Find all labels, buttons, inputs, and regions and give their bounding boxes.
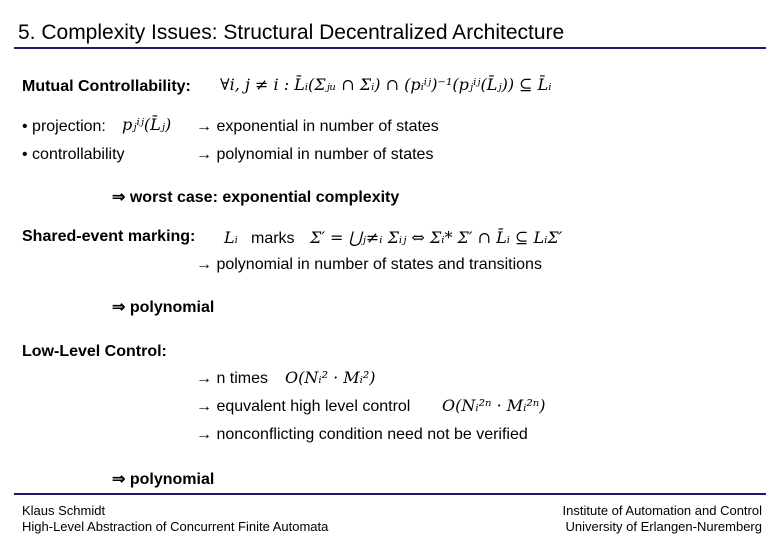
mutual-controllability-formula: ∀i, j ≠ i : L̄ᵢ(Σⱼᵤ ∩ Σᵢ) ∩ (pᵢⁱʲ)⁻¹(pⱼⁱʲ(L̄ⱼ)) ⊆ L̄ᵢ (220, 75, 552, 94)
polynomial-conclusion-1: ⇒ polynomial (112, 299, 215, 316)
controllability-complexity: → polynomial in number of states (196, 146, 434, 163)
polynomial-conclusion-2: ⇒ polynomial (112, 471, 215, 488)
shared-event-complexity: → polynomial in number of states and transitions (196, 256, 542, 273)
footer-author: Klaus Schmidt (22, 503, 106, 518)
footer-left (22, 503, 328, 535)
low-level-line-2: → equvalent high level control (196, 398, 411, 415)
footer-rule (14, 493, 766, 495)
shared-event-marks: marks (251, 230, 295, 247)
shared-event-marking-label: Shared-event marking: (22, 228, 196, 245)
footer-institute: Institute of Automation and Control (562, 503, 762, 518)
title-rule (14, 47, 766, 49)
projection-complexity: → exponential in number of states (196, 118, 439, 135)
low-level-formula-2: O(Nᵢ²ⁿ · Mᵢ²ⁿ) (442, 396, 546, 415)
mutual-controllability-label: Mutual Controllability: (22, 78, 191, 95)
shared-event-li: Lᵢ (224, 228, 238, 247)
slide-title: 5. Complexity Issues: Structural Decentralized Architecture (18, 21, 565, 44)
controllability-label: • controllability (22, 146, 125, 163)
footer-right (563, 503, 762, 535)
worst-case-conclusion: ⇒ worst case: exponential complexity (112, 189, 400, 206)
footer-university: University of Erlangen-Nuremberg (565, 519, 762, 534)
projection-formula: pⱼⁱʲ(L̄ⱼ) (122, 115, 172, 134)
footer-talk-title: High-Level Abstraction of Concurrent Finite Automata (22, 519, 329, 534)
shared-event-formula: Σ′ = ⋃ⱼ≠ᵢ Σᵢⱼ ⇔ Σᵢ* Σ′ ∩ L̄ᵢ ⊆ LᵢΣ′ (310, 228, 563, 247)
low-level-line-3: → nonconflicting condition need not be verified (196, 426, 528, 443)
projection-label: • projection: (22, 118, 106, 135)
low-level-line-1: → n times (196, 370, 269, 387)
low-level-control-label: Low-Level Control: (22, 343, 167, 360)
low-level-formula-1: O(Nᵢ² · Mᵢ²) (285, 368, 376, 387)
